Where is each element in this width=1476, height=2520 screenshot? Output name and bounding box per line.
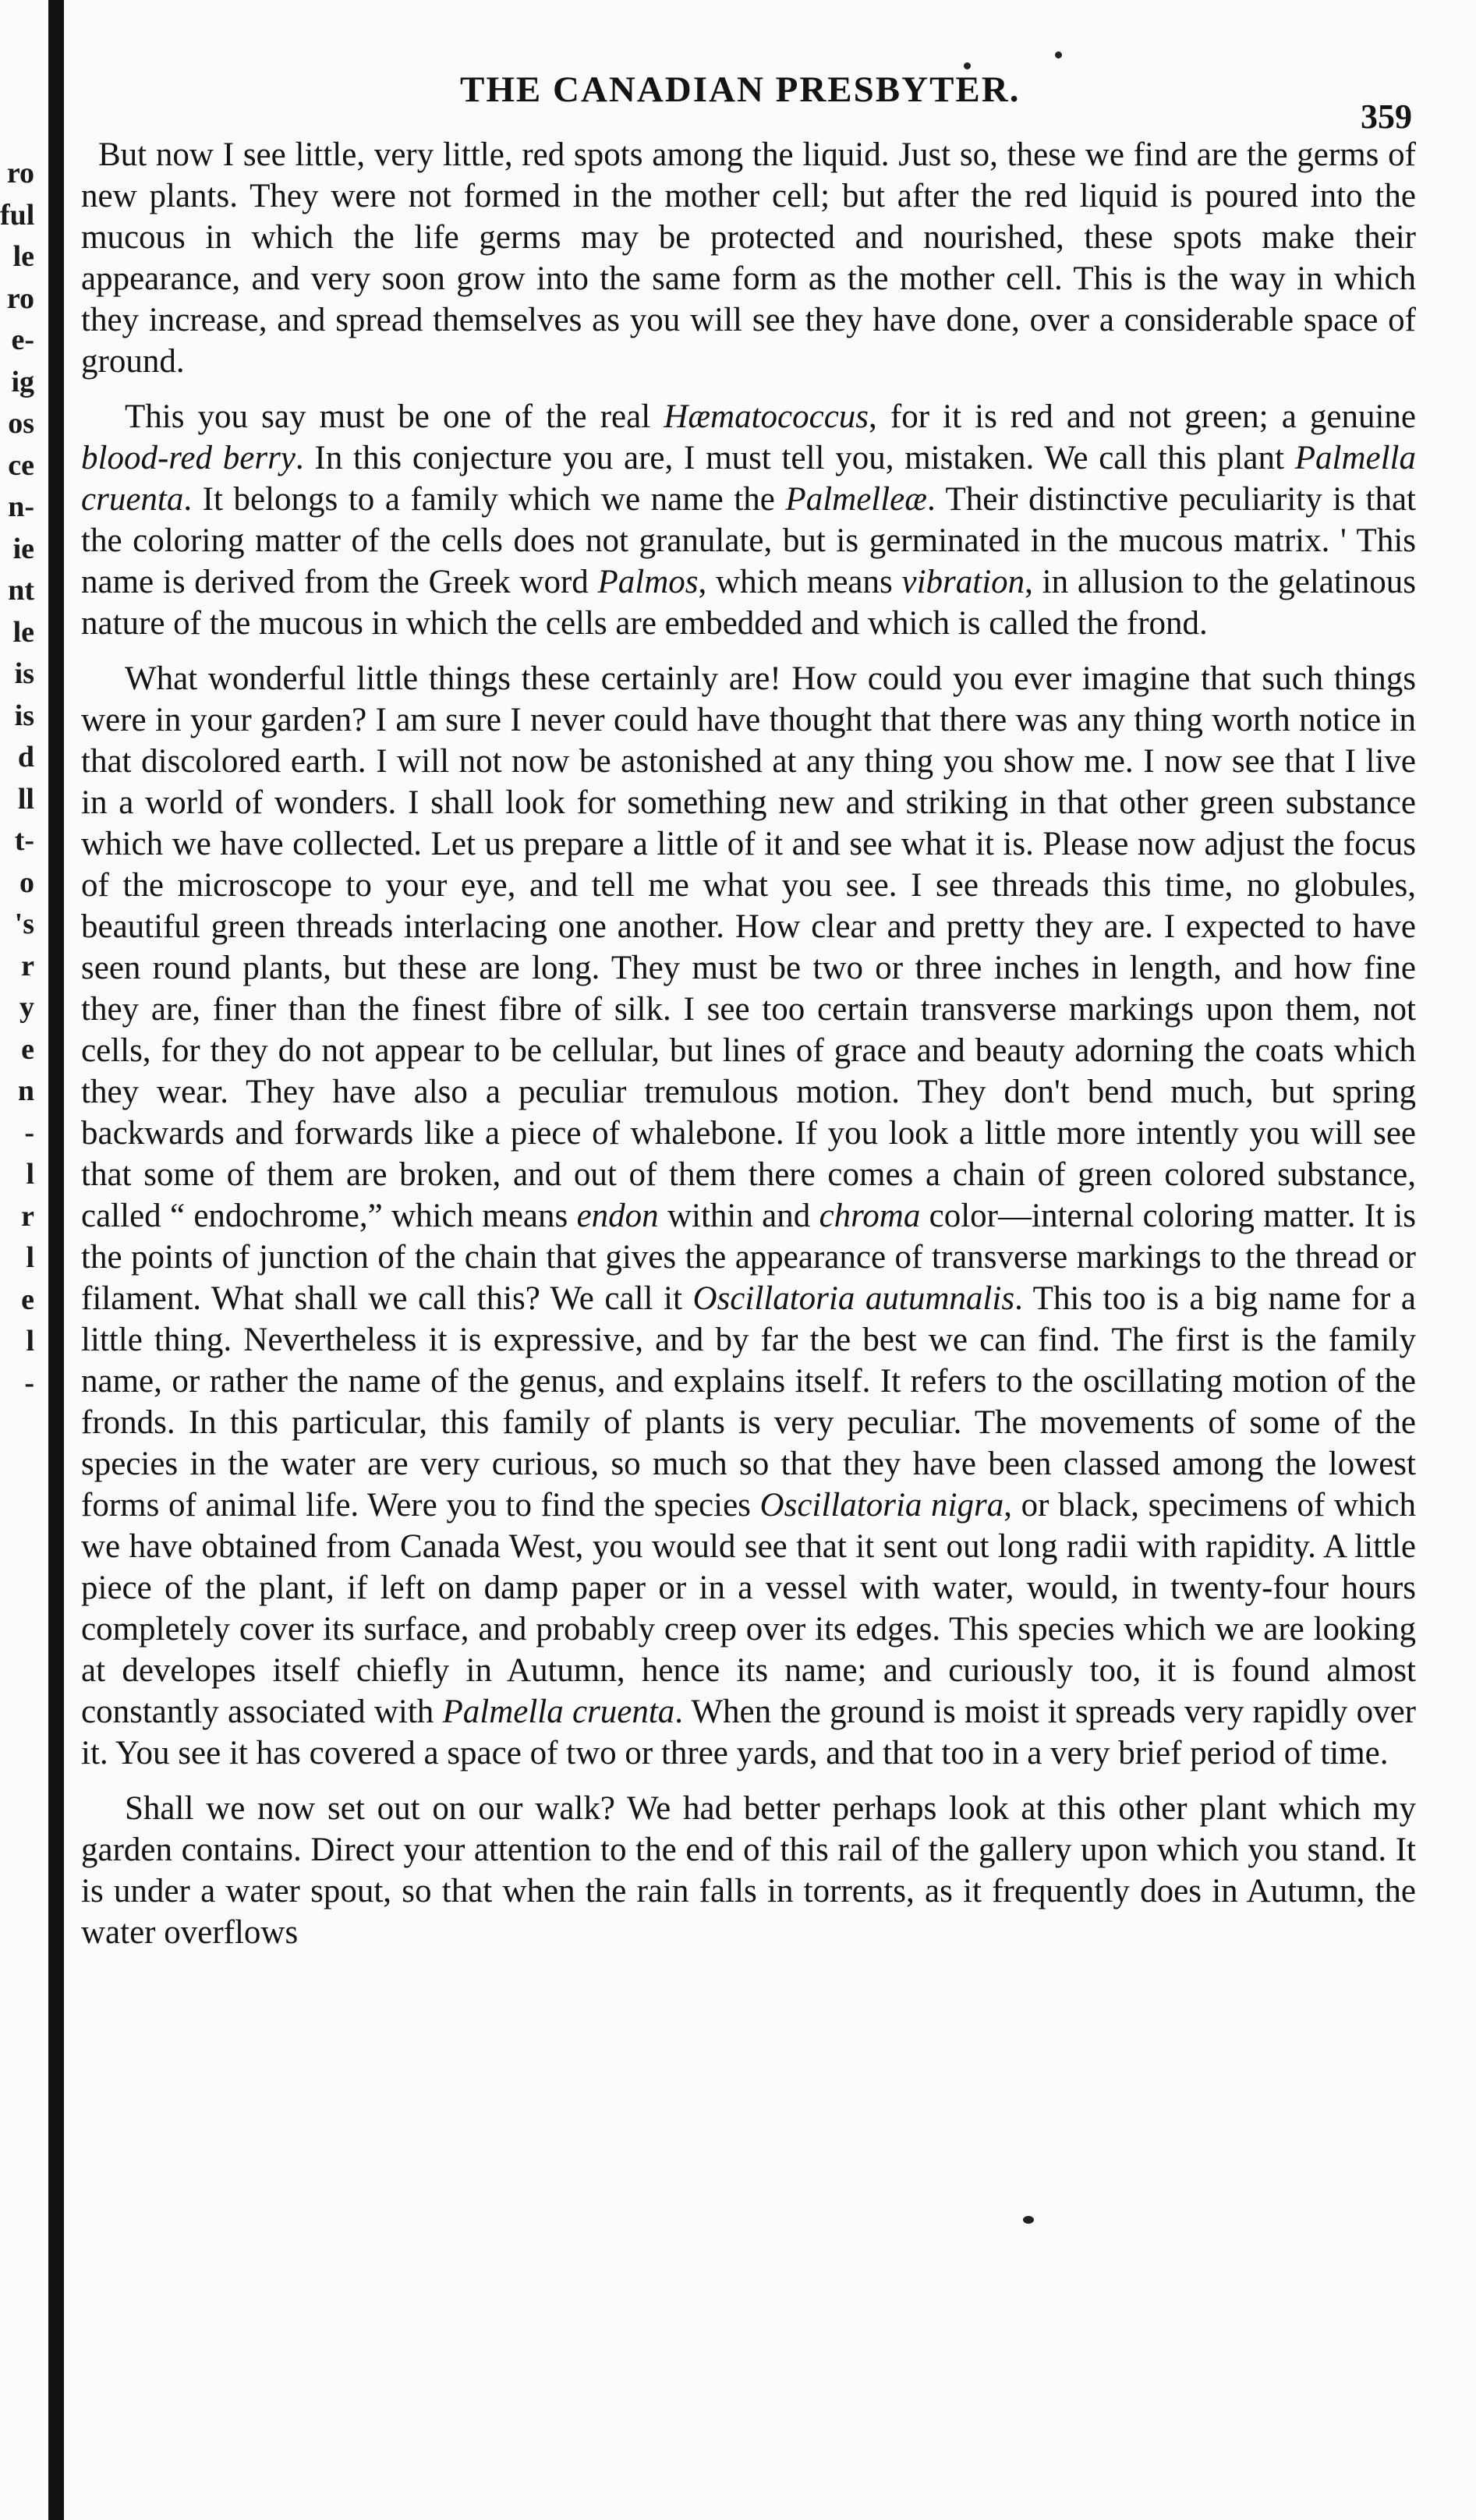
text-run: , which means: [698, 564, 902, 600]
italic-term: Hæmatococcus: [664, 398, 869, 435]
text-run: color—internal coloring matter. It is the points of junction of the chain that gives the appearance of transverse markings to the thread or filament. What shall we call this? We call it: [81, 1198, 1417, 1317]
facing-page-edge-fragments: ro ful le ro e- ig os ce n- ie nt le is is d ll t- o 's r y e n - l r l e l -: [0, 157, 35, 1400]
page-number: 359: [1361, 97, 1412, 136]
paragraph: [81, 134, 1416, 382]
text-run: , for it is red and not green; a genuine: [869, 398, 1417, 435]
text-run: But now I see little, very little, red spots among the liquid. Just so, these we find are the germs of new plants. They were not formed in the mother cell; but after the red liquid is poured into the mucous in which the life germs may be protected and nourished, these spots make their appearance, and very soon grow into the same form as the mother cell. This is the way in which they increase, and spread themselves as you will see they have done, over a considerable space of ground.: [81, 136, 1416, 380]
ink-speck: [964, 62, 971, 69]
text-run: . When the ground is moist it spreads very rapidly over it. You see it has covered a space of two or three yards, and that too in a very brief period of time.: [81, 1694, 1416, 1771]
italic-term: endon: [576, 1198, 659, 1234]
italic-term: Palmella cruenta: [442, 1694, 675, 1730]
binding-gutter-rule: [48, 0, 64, 2520]
text-run: This you say must be one of the real: [125, 398, 664, 435]
text-run: . It belongs to a family which we name the: [183, 481, 786, 518]
paragraph: [81, 1788, 1416, 1953]
italic-term: Oscillatoria autumnalis: [692, 1280, 1015, 1317]
italic-term: chroma: [819, 1198, 921, 1234]
text-run: Shall we now set out on our walk? We had better perhaps look at this other plant which my garden contains. Direct your attention to the end of this rail of the gallery upon which you stand. It is under a water spout, so that when the rain falls in torrents, as it frequently does in Autumn, the water overflows: [81, 1790, 1416, 1951]
ink-speck: [1055, 51, 1062, 58]
text-run: What wonderful little things these certainly are! How could you ever imagine that such things were in your garden? I am sure I never could have thought that there was any thing worth notice in that discolored earth. I will not now be astonished at any thing you show me. I now see that I live in a world of wonders. I shall look for something new and striking in that other green substance which we have collected. Let us prepare a little of it and see what it is. Please now adjust the focus of the microscope to your eye, and tell me what you see. I see threads this time, no globules, beautiful green threads interlacing one another. How clear and pretty they are. I expected to have seen round plants, but these are long. They must be two or three inches in length, and how fine they are, finer than the finest fibre of silk. I see too certain transverse markings upon them, not cells, for they do not appear to be cellular, but lines of grace and beauty adorning the coats which they wear. They have also a peculiar tremulous motion. They don't bend much, but spring backwards and forwards like a piece of whalebone. If you look a little more intently you will see that some of them are broken, and out of them there comes a chain of green colored substance, called “ endochrome,” which means: [81, 660, 1416, 1234]
paragraph: [81, 658, 1416, 1774]
ink-speck: [1023, 2216, 1034, 2224]
italic-term: blood-red berry: [81, 440, 296, 476]
running-head: THE CANADIAN PRESBYTER.: [460, 69, 1021, 110]
text-run: . Their distinctive peculiarity is that the coloring matter of the cells does not granulate, but is germinated in the mucous matrix. ' This name is derived from the Greek word: [81, 481, 1416, 600]
italic-term: Palmos: [597, 564, 699, 600]
italic-term: Oscillatoria nigra: [759, 1487, 1004, 1524]
text-run: , in allusion to the gelatinous nature of the mucous in which the cells are embedded and which is called the frond.: [81, 564, 1416, 642]
text-run: within and: [658, 1198, 819, 1234]
italic-term: Palmella cruenta: [81, 440, 1416, 518]
text-run: . In this conjecture you are, I must tell you, mistaken. We call this plant: [295, 440, 1295, 476]
italic-term: vibration: [901, 564, 1025, 600]
paragraph: [81, 396, 1416, 644]
article-body: [81, 134, 1416, 1967]
text-run: , or black, specimens of which we have obtained from Canada West, you would see that it sent out long radii with rapidity. A little piece of the plant, if left on damp paper or in a vessel with water, would, in twenty-four hours completely cover its surface, and probably creep over its edges. This species which we are looking at developes itself chiefly in Autumn, hence its name; and curiously too, it is found almost constantly associated with: [81, 1487, 1416, 1730]
text-run: . This too is a big name for a little thing. Nevertheless it is expressive, and by far the best we can find. The first is the family name, or rather the name of the genus, and explains itself. It refers to the oscillating motion of the fronds. In this particular, this family of plants is very peculiar. The movements of some of the species in the water are very curious, so much so that they have been classed among the lowest forms of animal life. Were you to find the species: [81, 1280, 1417, 1524]
italic-term: Palmelleæ: [785, 481, 927, 518]
